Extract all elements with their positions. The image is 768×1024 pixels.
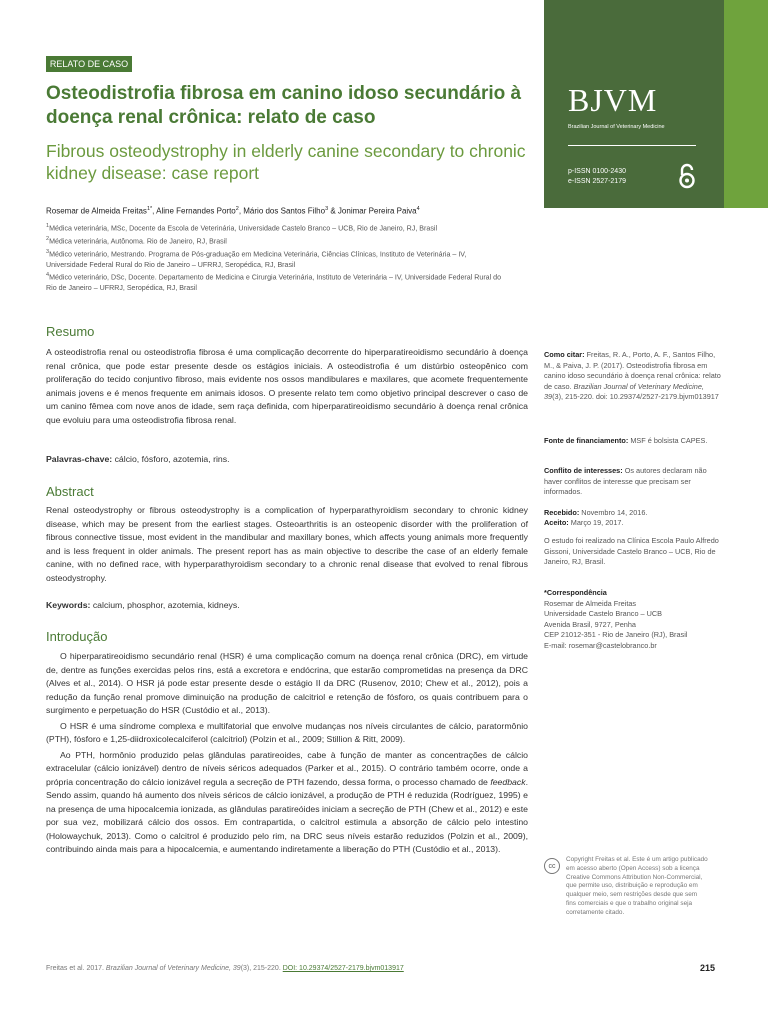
license-text: Copyright Freitas et al. Este é um artigo publicado em acesso aberto (Open Access) sob a licença Creative Commons Attribution Non-Commercial, que permite uso, distribuição e reprodução em qualquer meio, sem restrições desde que sem fins comerciais e que o trabalho original seja corretamente citado. — [566, 856, 708, 916]
author-sup: 3 — [325, 206, 329, 212]
article-title-pt: Osteodistrofia fibrosa em canino idoso secundário à doença renal crônica: relato de caso — [46, 83, 522, 128]
author-sup: 4 — [416, 206, 420, 212]
author-name: , Aline Fernandes Porto — [152, 206, 236, 216]
resumo-heading: Resumo — [46, 324, 95, 339]
how-to-cite: Como citar: Freitas, R. A., Porto, A. F., Santos Filho, M., & Paiva, J. P. (2017). Osteodistrofia fibrosa em canino idoso secundário à doença renal crônica: relato de caso. Brazilian Journal of Veterinary Medicine, 39(3), 215-220. doi: 10.29374/2527-2179.bjvm013917 — [544, 350, 721, 401]
affiliations — [46, 221, 504, 293]
funding: Fonte de financiamento: MSF é bolsista CAPES. — [544, 436, 708, 445]
paragraph: O HSR é uma síndrome complexa e multifatorial que envolve mudanças nos níveis circulantes de cálcio, paratormônio (PTH), fósforo e 1,25-diidroxicolecalciferol (calcitriol) (Polzin et al., 2009; Stillion & Ritt, 2009). — [46, 720, 528, 744]
page-number: 215 — [700, 963, 716, 973]
accepted-date: Aceito: Março 19, 2017. — [544, 518, 624, 527]
abstract-keywords: Keywords: calcium, phosphor, azotemia, kidneys. — [46, 600, 240, 610]
author-sup: 1* — [146, 206, 153, 212]
doi-link[interactable]: DOI: 10.29374/2527-2179.bjvm013917 — [282, 965, 404, 972]
issn-block — [568, 167, 626, 187]
abstract-heading: Abstract — [46, 484, 94, 499]
affiliation: $^1$Médica veterinária, MSc, Docente da Escola de Veterinária, Universidade Castelo Branco – UCB, Rio de Janeiro, RJ, Brasil — [46, 223, 438, 233]
footer-citation: Freitas et al. 2017. Brazilian Journal of Veterinary Medicine, 39(3), 215-220. DOI: 10.29374/2527-2179.bjvm013917 — [46, 965, 404, 972]
journal-logo: BJVM — [568, 82, 658, 118]
email-link[interactable]: E-mail: rosemar@castelobranco.br — [544, 640, 657, 650]
article-title-en: Fibrous osteodystrophy in elderly canine secondary to chronic kidney disease: case report — [46, 141, 526, 183]
creative-commons-icon: cc — [544, 858, 560, 874]
received-date: Recebido: Novembro 14, 2016. — [544, 508, 648, 517]
conflict-of-interest: Conflito de interesses: Os autores declaram não haver conflitos de interesse que precisam ser informados. — [544, 466, 707, 496]
abstract-text: Renal osteodystrophy or fibrous osteodystrophy is a complication of hyperparathyroidism secondary to chronic kidney disease, which may be present from the earliest stages. Osteoarthritis is an osteopenic disorder with the proliferation of fibrous connective tissue, most evident in the mandibular and maxillary bones, which affects young animals more frequently and is less frequent in older animals. The present report has as main objective to describe the case of an elderly female canine, with no defined race, with hyperparathyroidism secondary to a chronic renal disease that evolved to renal fibrous osteodystrophy. — [46, 505, 528, 583]
divider — [568, 145, 696, 146]
study-location: O estudo foi realizado na Clínica Escola Paulo Alfredo Gissoni, Universidade Castelo Branco – UCB, Rio de Janeiro, RJ, Brasil. — [544, 536, 719, 566]
e-issn: e-ISSN 2527-2179 — [568, 178, 626, 185]
journal-header-strip — [724, 0, 768, 208]
open-access-icon — [676, 163, 698, 189]
journal-subtitle: Brazilian Journal of Veterinary Medicine — [568, 124, 665, 130]
intro-body — [46, 650, 528, 859]
affiliation: $^3$Médico veterinário, Mestrando. Programa de Pós-graduação em Medicina Veterinária, Ciências Clínicas, Instituto de Veterinária – IV, Universidade Federal Rural do Rio de Janeiro – UFRRJ, Seropédica, RJ, Brasil — [46, 248, 467, 269]
paragraph: Ao PTH, hormônio produzido pelas glândulas paratireoides, cabe à função de manter as concentrações de cálcio extracelular (cálcio ionizável) dentro de níveis séricos adequados (Parker et al., 2015). O contrário também ocorre, onde a própria concentração do cálcio ionizável regula a secreção de PTH fazendo, dessa forma, o processo chamado de feedback. Sendo assim, quando há aumento dos níveis séricos de cálcio ionizável, a produção de PTH é reduzida (Rodríguez, 1995) e na presença de uma hipocalcemia ionizada, as glândulas paratireóides iniciam a secreção de PTH (Chew et al., 2012) e este por sua vez, mobilizará cálcio dos ossos. Em contrapartida, o calcitrol estimula a absorção de cálcio pelo intestino (Holowaychuk, 2013). Como o calcitrol é produzido pelo rim, na DRC seus níveis estarão reduzidos (Polzin et al., 2009), contribuindo ainda mais para a hipocalcemia, e aumentando indiretamente a liberação do PTH (Custódio et al., 2013). — [46, 749, 528, 854]
affiliation: $^4$Médico veterinário, DSc, Docente. Departamento de Medicina e Cirurgia Veterinária, Instituto de Veterinária – IV, Universidade Federal Rural do Rio de Janeiro – UFRRJ, Seropédica, RJ, Brasil — [46, 272, 502, 292]
intro-heading: Introdução — [46, 629, 108, 644]
paragraph: O hiperparatireoidismo secundário renal (HSR) é uma complicação comum na doença renal crônica (DRC), em virtude de, dentre as funções exercidas pelos rins, está a excretora e endócrina, que estarão comprometidas na presença da DRC (Alves et al., 2014). O HSR já pode estar presente desde o estágio II da DRC (Rusenov, 2010; Chew et al., 2012), pois a redução da função renal promove diminuição na produção de calcitriol e retenção de fósforo, os quais contribuem para o surgimento e perpetuação do HSR (Custódio et al., 2013). — [46, 651, 528, 715]
author-name: Rosemar de Almeida Freitas — [46, 206, 147, 216]
article-type-badge: RELATO DE CASO — [46, 56, 132, 72]
affiliation: $^2$Médica veterinária, Autônoma. Rio de Janeiro, RJ, Brasil — [46, 235, 227, 246]
author-name: , Mário dos Santos Filho — [238, 206, 326, 216]
resumo-text: A osteodistrofia renal ou osteodistrofia fibrosa é uma complicação decorrente do hiperparatireoidismo secundário à doença renal crônica, que pode estar presente desde os estágios iniciais. A osteodistrofia é um distúrbio osteopênico com proliferação do tecido conjuntivo fibroso, mais evidente nos ossos mandibulares e maxilares, que acomete frequentemente animais jovens e é menos frequente em animais idosos. O presente relato tem como objetivo principal descrever o caso de um canino fêmea com nove anos de idade, sem raça definida, com hiperparatireoidismo secundário à doença renal crônica que evoluiu para uma osteodistrofia fibrosa renal. — [46, 347, 528, 425]
p-issn: p-ISSN 0100-2430 — [568, 168, 626, 175]
resumo-keywords: Palavras-chave: cálcio, fósforo, azotemia, rins. — [46, 454, 230, 464]
correspondence: *Correspondência Rosemar de Almeida Freitas Universidade Castelo Branco – UCB Avenida Brasil, 9727, Penha CEP 21012-351 - Rio de Janeiro (RJ), Brasil E-mail: rosemar@castelobranco.br — [544, 588, 724, 651]
author-sup: 2 — [235, 206, 239, 212]
author-name: & Jonimar Pereira Paiva — [328, 206, 417, 216]
author-list — [46, 206, 516, 216]
